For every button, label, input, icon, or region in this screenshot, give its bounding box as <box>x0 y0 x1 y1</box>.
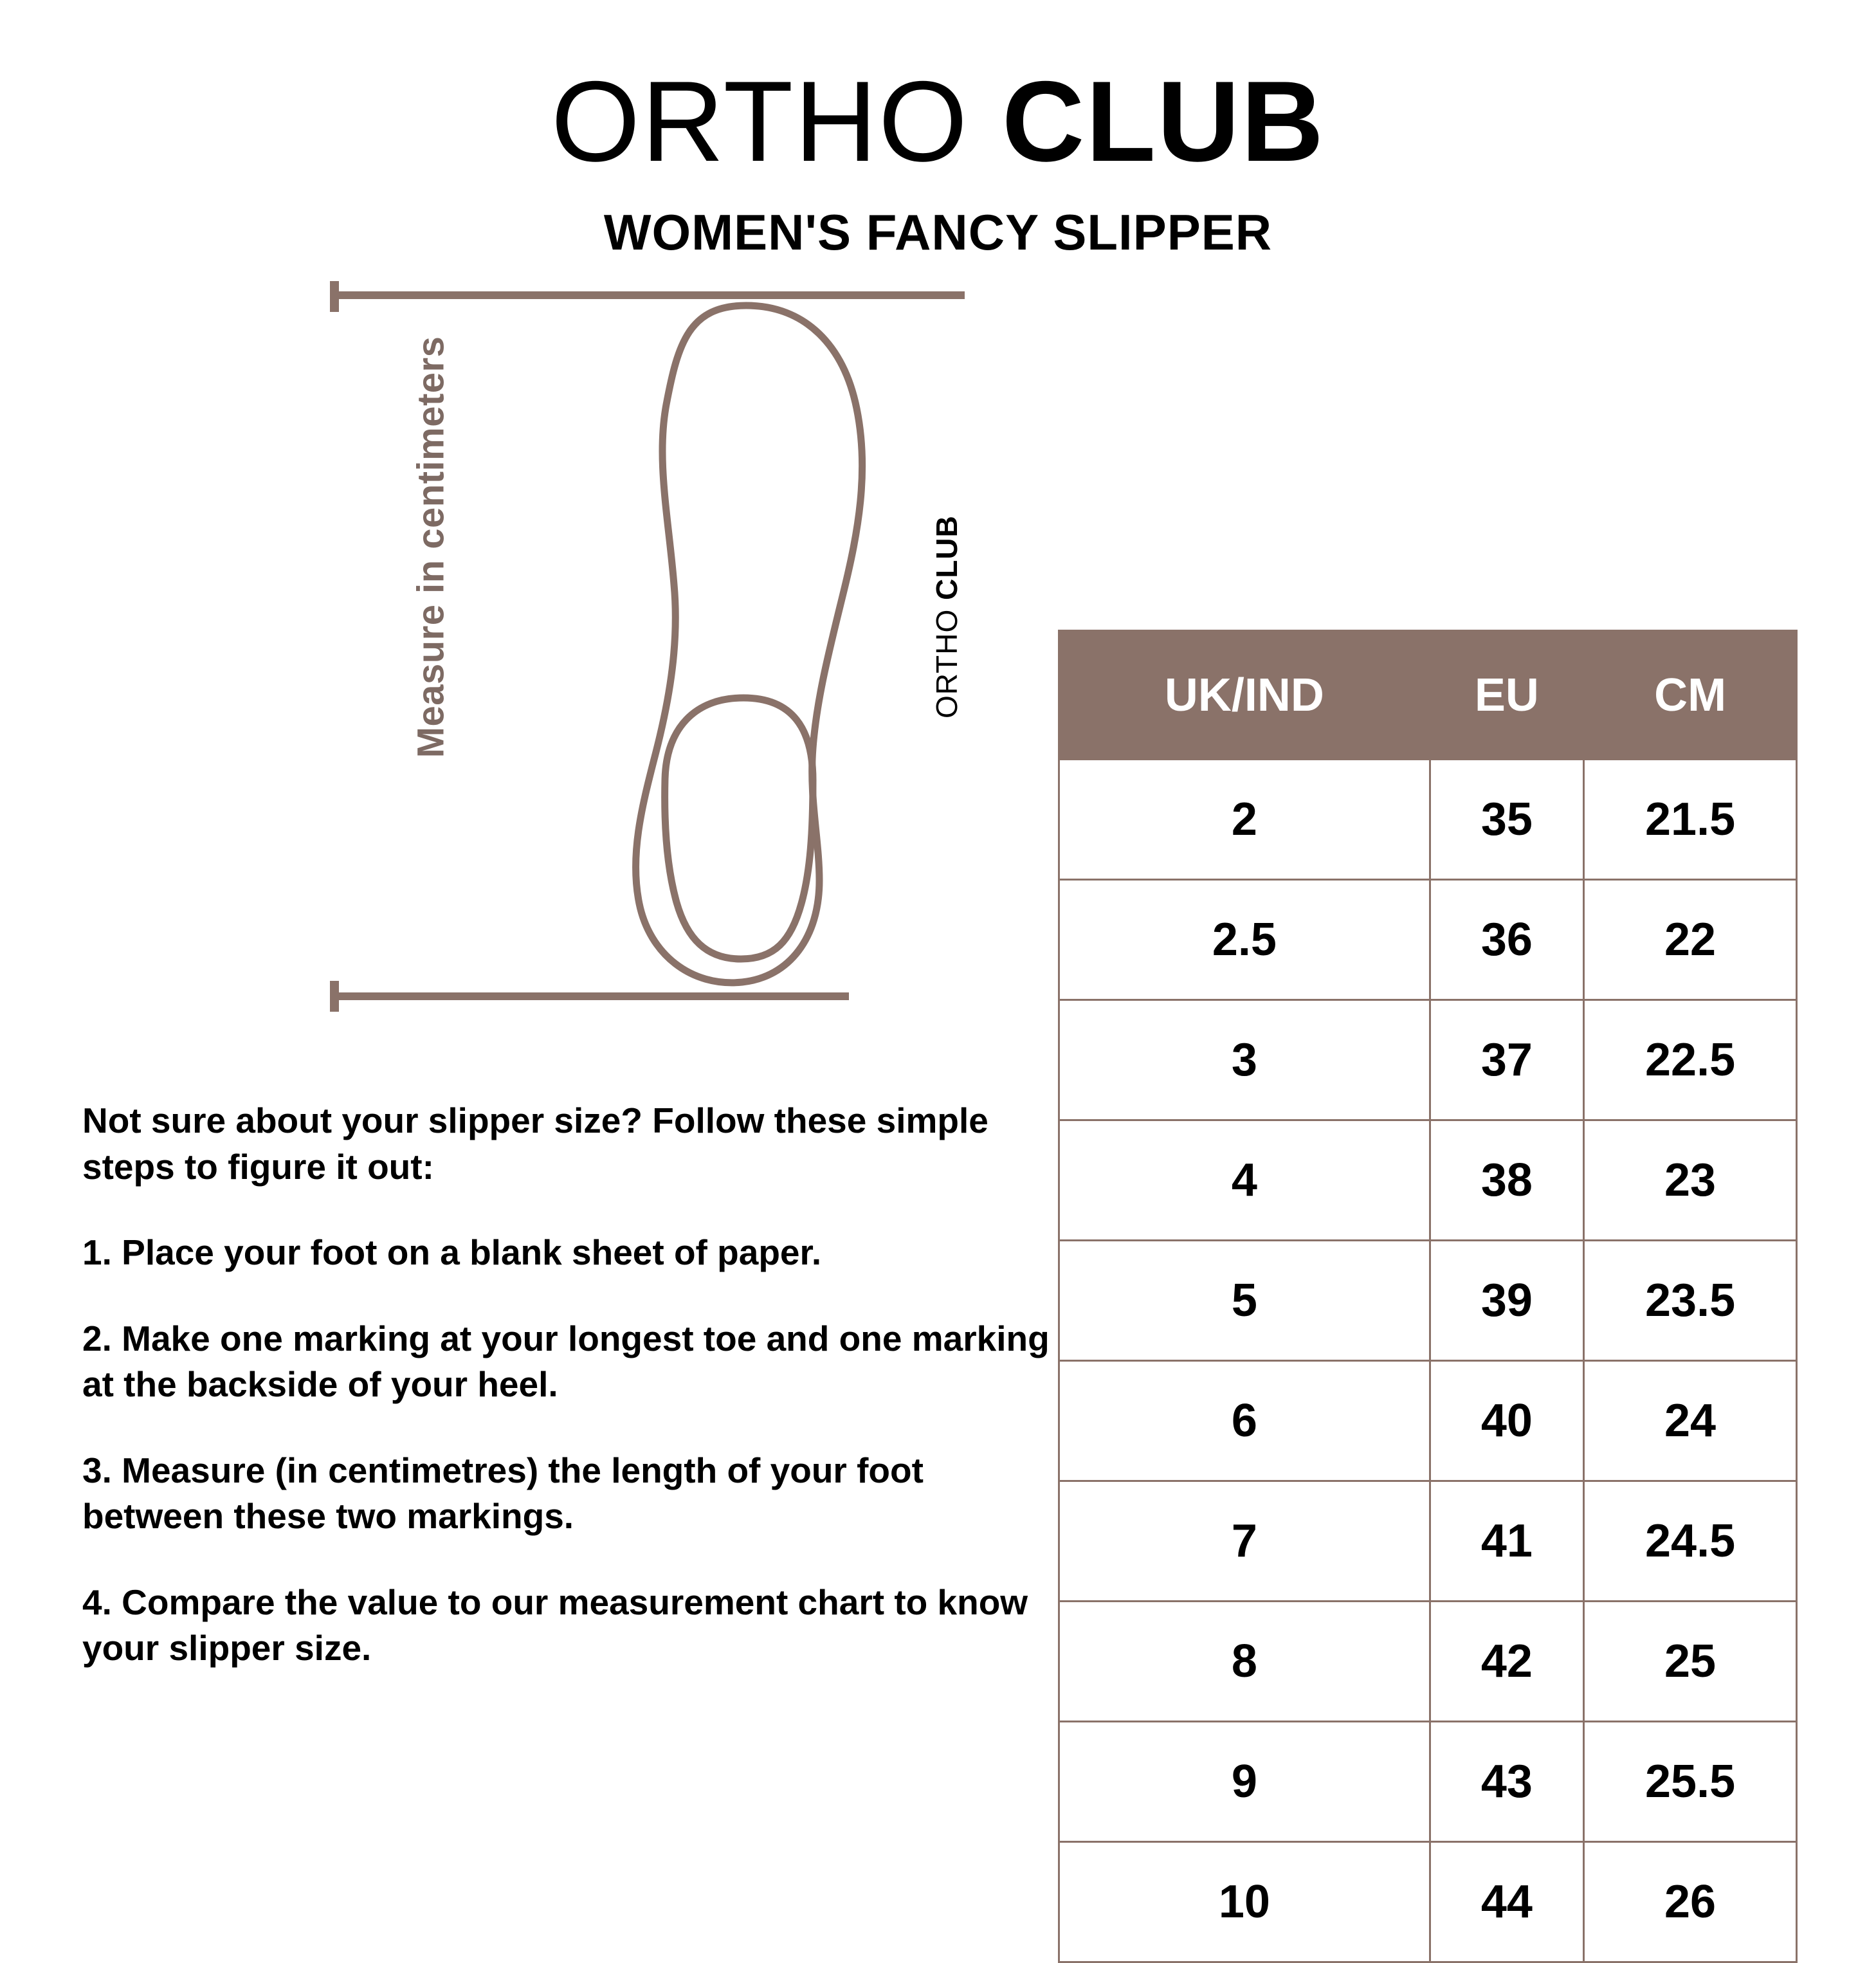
cell-cm: 22.5 <box>1584 1000 1797 1120</box>
cell-uk: 10 <box>1059 1842 1430 1962</box>
cell-eu: 37 <box>1430 1000 1583 1120</box>
cell-uk: 7 <box>1059 1481 1430 1602</box>
table-row <box>1059 1481 1797 1602</box>
instructions-intro: Not sure about your slipper size? Follow these simple steps to figure it out: <box>82 1100 988 1187</box>
column-header-uk: UK/IND <box>1059 631 1430 760</box>
cell-eu: 41 <box>1430 1481 1583 1602</box>
cell-cm: 25.5 <box>1584 1722 1797 1842</box>
cell-eu: 43 <box>1430 1722 1583 1842</box>
cell-eu: 39 <box>1430 1241 1583 1361</box>
column-header-cm: CM <box>1584 631 1797 760</box>
cell-eu: 35 <box>1430 760 1583 880</box>
cell-eu: 38 <box>1430 1120 1583 1241</box>
instructions-block <box>82 1098 1066 1672</box>
sole-brand-bold: CLUB <box>930 515 963 600</box>
cell-uk: 5 <box>1059 1241 1430 1361</box>
cell-eu: 44 <box>1430 1842 1583 1962</box>
cell-cm: 26 <box>1584 1842 1797 1962</box>
cell-uk: 3 <box>1059 1000 1430 1120</box>
cell-cm: 22 <box>1584 880 1797 1000</box>
cell-uk: 6 <box>1059 1361 1430 1481</box>
instruction-step-2: 2. Make one marking at your longest toe and one marking at the backside of your heel. <box>82 1318 1050 1404</box>
cell-eu: 40 <box>1430 1361 1583 1481</box>
size-chart-header <box>1059 631 1797 760</box>
cell-cm: 23 <box>1584 1120 1797 1241</box>
cell-uk: 8 <box>1059 1602 1430 1722</box>
cell-cm: 24 <box>1584 1361 1797 1481</box>
cell-cm: 24.5 <box>1584 1481 1797 1602</box>
page-header <box>0 0 1876 262</box>
slipper-sole-illustration <box>553 294 963 1014</box>
size-chart-body <box>1059 760 1797 1962</box>
table-row <box>1059 1241 1797 1361</box>
column-header-eu: EU <box>1430 631 1583 760</box>
cell-uk: 4 <box>1059 1120 1430 1241</box>
brand-title-bold: CLUB <box>1001 57 1325 185</box>
sole-brand-text <box>929 515 964 718</box>
cell-cm: 23.5 <box>1584 1241 1797 1361</box>
cell-uk: 2.5 <box>1059 880 1430 1000</box>
cell-uk: 2 <box>1059 760 1430 880</box>
instruction-step-1: 1. Place your foot on a blank sheet of paper. <box>82 1232 822 1272</box>
table-row <box>1059 1722 1797 1842</box>
table-row <box>1059 760 1797 880</box>
measure-axis-label: Measure in centimeters <box>410 336 452 758</box>
cell-uk: 9 <box>1059 1722 1430 1842</box>
cell-eu: 42 <box>1430 1602 1583 1722</box>
page-subtitle: WOMEN'S FANCY SLIPPER <box>603 204 1273 260</box>
cell-cm: 21.5 <box>1584 760 1797 880</box>
size-chart-table <box>1058 630 1798 1963</box>
cell-cm: 25 <box>1584 1602 1797 1722</box>
table-header-row <box>1059 631 1797 760</box>
instruction-step-4: 4. Compare the value to our measurement chart to know your slipper size. <box>82 1582 1028 1668</box>
content-area <box>0 262 1876 1928</box>
measurement-illustration <box>302 275 1042 1034</box>
instruction-step-3: 3. Measure (in centimetres) the length of your foot between these two markings. <box>82 1450 924 1536</box>
table-row <box>1059 1000 1797 1120</box>
brand-title <box>0 57 1876 185</box>
table-row <box>1059 880 1797 1000</box>
shoe-sole-icon <box>553 294 939 1014</box>
table-row <box>1059 1120 1797 1241</box>
cell-eu: 36 <box>1430 880 1583 1000</box>
table-row <box>1059 1842 1797 1962</box>
table-row <box>1059 1361 1797 1481</box>
brand-title-light: ORTHO <box>551 57 1002 185</box>
sole-brand-light: ORTHO <box>930 599 963 718</box>
table-row <box>1059 1602 1797 1722</box>
